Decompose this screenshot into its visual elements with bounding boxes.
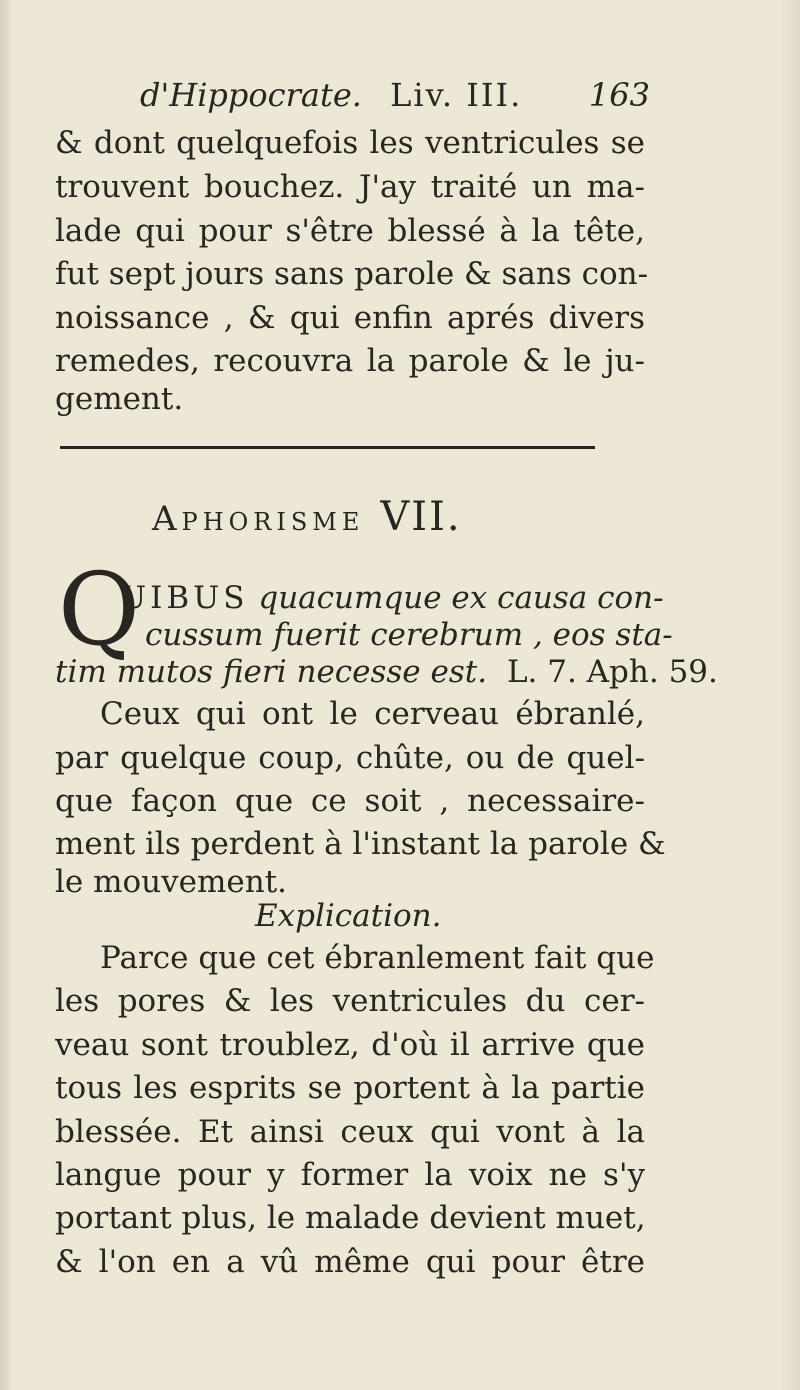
text-line: Ceux qui ont le cerveau ébranlé,: [100, 696, 645, 732]
text-line: & l'on en a vû même qui pour être: [55, 1244, 645, 1280]
latin-line: cussum fuerit cerebrum , eos sta-: [145, 617, 673, 653]
text-line: par quelque coup, chûte, ou de quel-: [55, 740, 645, 776]
text-line: lade qui pour s'être blessé à la tête,: [55, 213, 645, 249]
text-line: & dont quelquefois les ventricules se: [55, 125, 645, 161]
latin-italic: quacumque ex causa con-: [258, 580, 664, 616]
latin-line: [120, 580, 664, 616]
text-line: fut sept jours sans parole & sans con-: [55, 256, 649, 292]
text-line: que façon que ce soit , necessaire-: [55, 783, 645, 819]
text-line: ment ils perdent à l'instant la parole &: [55, 826, 666, 862]
text-line: remedes, recouvra la parole & le ju-: [55, 343, 645, 379]
page-number: 163: [588, 76, 650, 114]
text-line: les pores & les ventricules du cer-: [55, 983, 645, 1019]
explication-heading: Explication.: [255, 898, 442, 934]
aphorism-heading-word: Aphorisme: [152, 499, 365, 539]
aphorism-heading: [152, 494, 552, 540]
section-divider: [60, 446, 595, 449]
text-line: portant plus, le malade devient muet,: [55, 1200, 646, 1236]
header-title: d'Hippocrate.: [140, 76, 362, 114]
aphorism-number: VII.: [380, 494, 462, 540]
latin-smallcaps: UIBUS: [120, 580, 249, 616]
running-header: [140, 76, 650, 114]
text-line: le mouvement.: [55, 864, 288, 900]
aphorism-reference: L. 7. Aph. 59.: [506, 654, 718, 690]
text-line: tous les esprits se portent à la partie: [55, 1070, 645, 1106]
latin-line: [55, 654, 718, 690]
text-line: trouvent bouchez. J'ay traité un ma-: [55, 169, 645, 205]
text-line: veau sont troublez, d'où il arrive que: [55, 1027, 645, 1063]
text-line: Parce que cet ébranlement fait que: [100, 940, 655, 976]
text-line: noissance , & qui enfin aprés divers: [55, 300, 645, 336]
text-line: langue pour y former la voix ne s'y: [55, 1157, 645, 1193]
text-line: blessée. Et ainsi ceux qui vont à la: [55, 1114, 645, 1150]
text-line: gement.: [55, 381, 184, 417]
drop-cap: Q: [58, 551, 140, 668]
header-book: Liv. III.: [390, 76, 523, 114]
latin-italic: tim mutos fieri necesse est.: [55, 654, 488, 690]
